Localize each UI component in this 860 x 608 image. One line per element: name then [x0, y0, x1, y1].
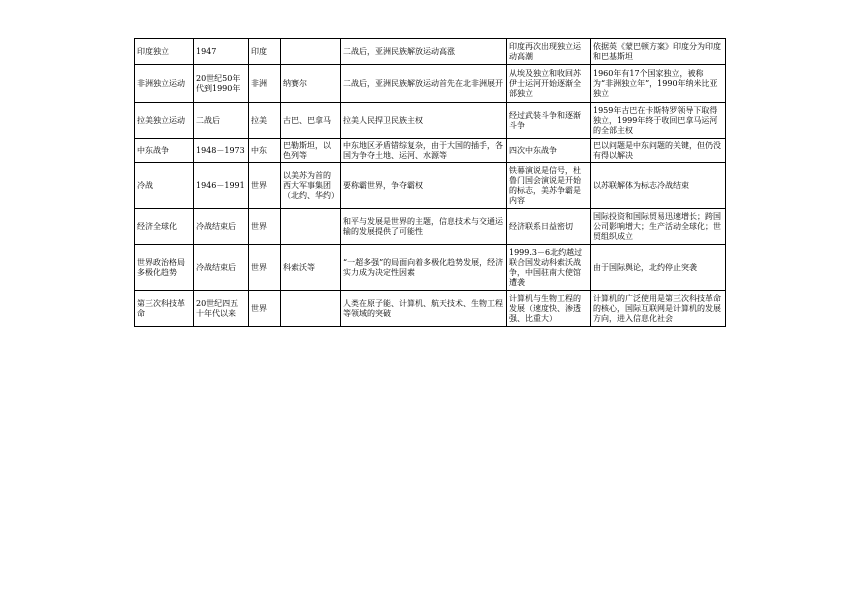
region-cell: 世界 — [249, 245, 281, 291]
person-cell: 以美苏为首的西大军事集团（北约、华约） — [281, 163, 341, 209]
time-cell: 冷战结束后 — [194, 209, 249, 245]
table-row — [135, 39, 726, 65]
effect-cell: 四次中东战争 — [507, 139, 591, 163]
region-cell: 世界 — [249, 163, 281, 209]
cause-cell: 二战后，亚洲民族解放运动首先在北非洲展开 — [341, 65, 507, 103]
event-cell: 第三次科技革命 — [135, 291, 194, 327]
event-cell: 经济全球化 — [135, 209, 194, 245]
cause-cell: 人类在原子能、计算机、航天技术、生物工程等领域的突破 — [341, 291, 507, 327]
time-cell: 二战后 — [194, 103, 249, 139]
time-cell: 冷战结束后 — [194, 245, 249, 291]
note-cell: 依据英《蒙巴顿方案》印度分为印度和巴基斯坦 — [591, 39, 726, 65]
time-cell: 20世纪四五十年代以来 — [194, 291, 249, 327]
region-cell: 世界 — [249, 209, 281, 245]
cause-cell: 拉美人民捍卫民族主权 — [341, 103, 507, 139]
table-row — [135, 103, 726, 139]
table-row — [135, 291, 726, 327]
note-cell: 巴以问题是中东问题的关键，但仍没有得以解决 — [591, 139, 726, 163]
time-cell: 20世纪50年代到1990年 — [194, 65, 249, 103]
table-row — [135, 209, 726, 245]
person-cell: 古巴、巴拿马 — [281, 103, 341, 139]
note-cell: 由于国际舆论，北约停止突袭 — [591, 245, 726, 291]
event-cell: 中东战争 — [135, 139, 194, 163]
effect-cell: 计算机与生物工程的发展（速度快、渗透强、比重大） — [507, 291, 591, 327]
effect-cell: 经过武装斗争和逐渐斗争 — [507, 103, 591, 139]
effect-cell: 1999.3－6北约越过联合国发动科索沃战争，中国驻南大使馆遭袭 — [507, 245, 591, 291]
effect-cell: 从埃及独立和收回苏伊士运河开始逐渐全部独立 — [507, 65, 591, 103]
effect-cell: 经济联系日益密切 — [507, 209, 591, 245]
event-cell: 世界政治格局多极化趋势 — [135, 245, 194, 291]
table-row — [135, 245, 726, 291]
person-cell — [281, 209, 341, 245]
event-cell: 印度独立 — [135, 39, 194, 65]
region-cell: 非洲 — [249, 65, 281, 103]
table-row — [135, 65, 726, 103]
region-cell: 印度 — [249, 39, 281, 65]
event-cell: 非洲独立运动 — [135, 65, 194, 103]
cause-cell: 要称霸世界，争夺霸权 — [341, 163, 507, 209]
table-row — [135, 163, 726, 209]
person-cell: 科索沃等 — [281, 245, 341, 291]
region-cell: 中东 — [249, 139, 281, 163]
note-cell: 计算机的广泛使用是第三次科技革命的核心，国际互联网是计算机的发展方向，进入信息化社会 — [591, 291, 726, 327]
event-cell: 冷战 — [135, 163, 194, 209]
effect-cell: 铁幕演说是信号，杜鲁门国会演说是开始的标志，美苏争霸是内容 — [507, 163, 591, 209]
table-body — [135, 39, 726, 327]
time-cell: 1947 — [194, 39, 249, 65]
time-cell: 1948－1973 — [194, 139, 249, 163]
region-cell: 世界 — [249, 291, 281, 327]
event-cell: 拉美独立运动 — [135, 103, 194, 139]
person-cell: 巴勒斯坦，以色列等 — [281, 139, 341, 163]
region-cell: 拉美 — [249, 103, 281, 139]
cause-cell: 中东地区矛盾错综复杂，由于大国的插手，各国为争夺土地、运河、水源等 — [341, 139, 507, 163]
note-cell: 1959年古巴在卡斯特罗领导下取得独立，1999年终于收回巴拿马运河的全部主权 — [591, 103, 726, 139]
cause-cell: 和平与发展是世界的主题，信息技术与交通运输的发展提供了可能性 — [341, 209, 507, 245]
person-cell — [281, 291, 341, 327]
table-row — [135, 139, 726, 163]
note-cell: 以苏联解体为标志冷战结束 — [591, 163, 726, 209]
cause-cell: 二战后，亚洲民族解放运动高涨 — [341, 39, 507, 65]
person-cell — [281, 39, 341, 65]
time-cell: 1946－1991 — [194, 163, 249, 209]
note-cell: 国际投资和国际贸易迅速增长；跨国公司影响增大；生产活动全球化；世贸组织成立 — [591, 209, 726, 245]
cause-cell: “一超多强”的局面向着多极化趋势发展，经济实力成为决定性因素 — [341, 245, 507, 291]
person-cell: 纳赛尔 — [281, 65, 341, 103]
note-cell: 1960年有17个国家独立，被称为“非洲独立年”，1990年纳米比亚独立 — [591, 65, 726, 103]
history-events-table — [134, 38, 726, 327]
effect-cell: 印度再次出现独立运动高潮 — [507, 39, 591, 65]
